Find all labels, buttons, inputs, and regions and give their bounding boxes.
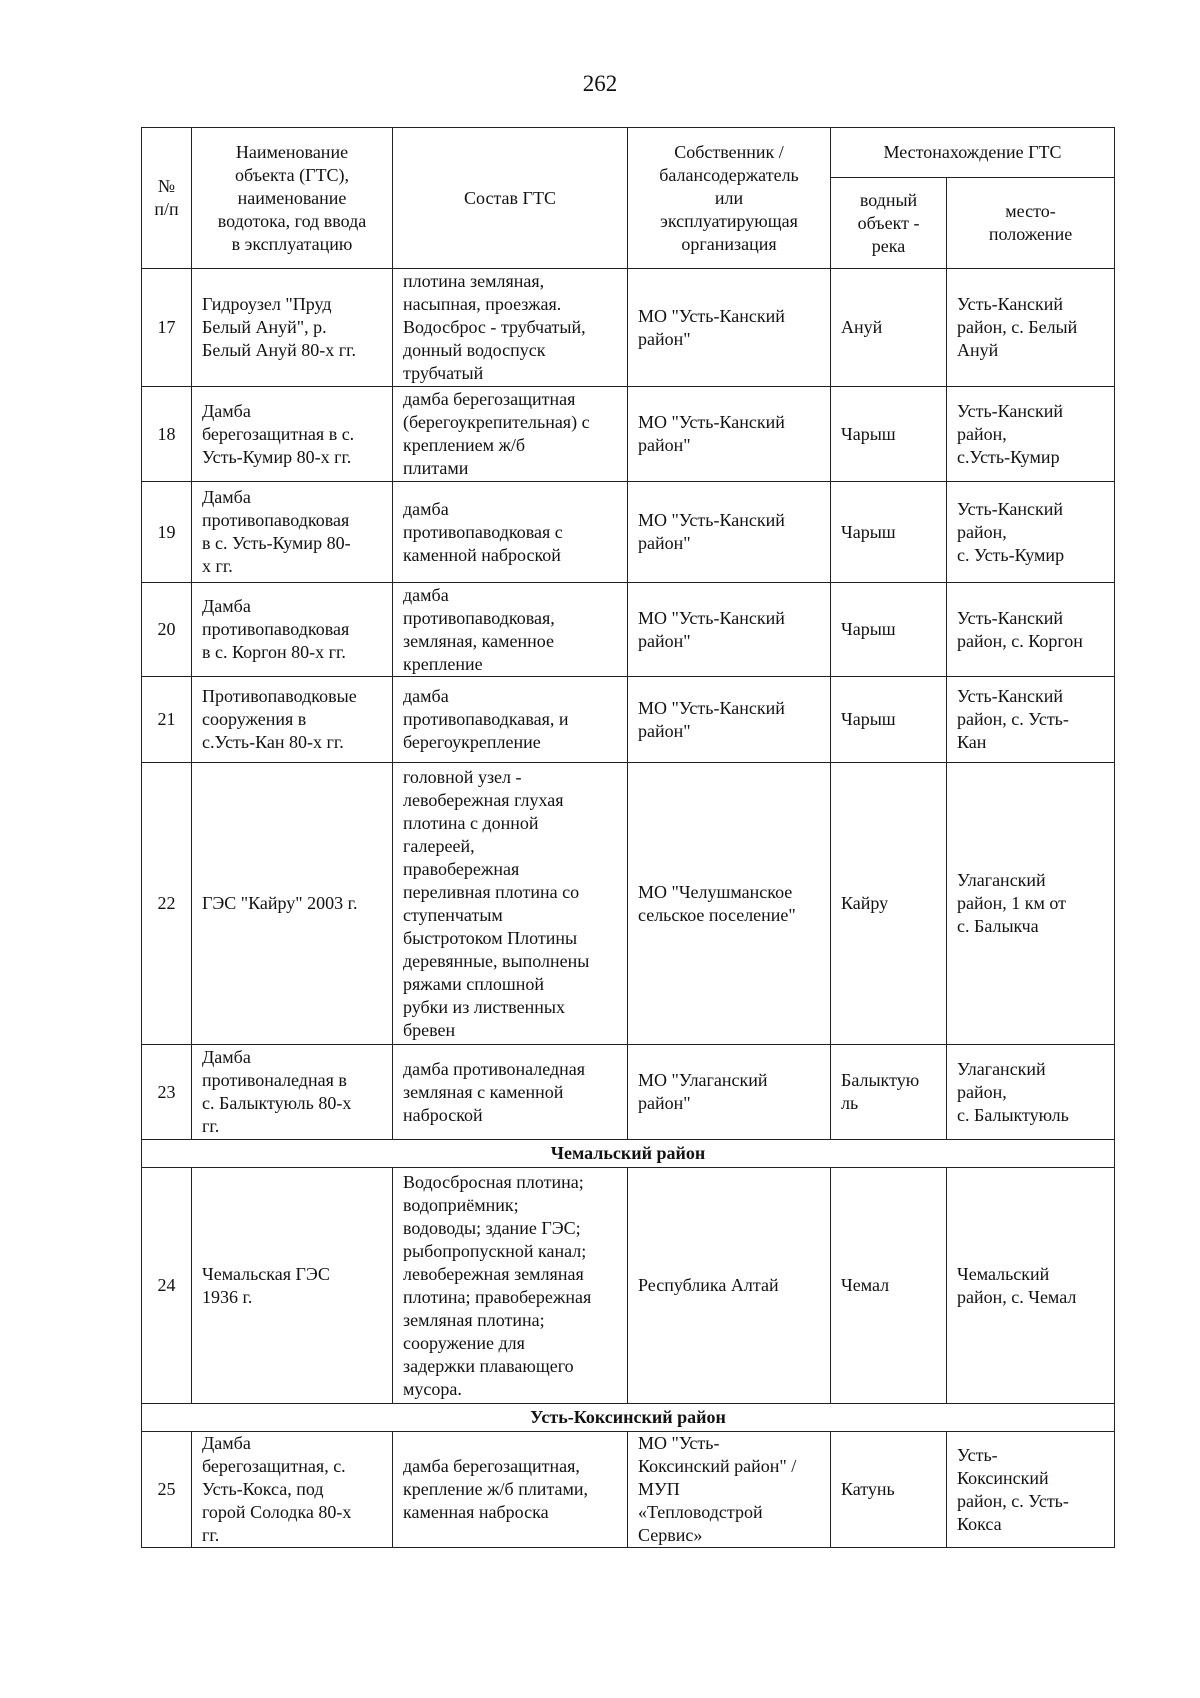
owner-cell: МО "Усть- Коксинский район" / МУП «Тепловодстрой Сервис» (628, 1432, 831, 1548)
table-row (142, 1168, 1115, 1404)
water-body-cell: Балыктую ль (831, 1045, 947, 1140)
section-row (142, 1140, 1115, 1168)
row-number: 23 (142, 1045, 192, 1140)
water-body-cell: Чарыш (831, 387, 947, 482)
composition-cell: Водосбросная плотина; водоприёмник; водоводы; здание ГЭС; рыбопропускной канал; левобережная земляная плотина; правобережная земляная плотина; сооружение для задержки плавающего мусора. (393, 1168, 628, 1404)
object-name-cell: ГЭС "Кайру" 2003 г. (192, 763, 393, 1045)
water-body-cell: Ануй (831, 269, 947, 387)
composition-cell: головной узел - левобережная глухая плотина с донной галереей, правобережная переливная плотина со ступенчатым быстротоком Плотины деревянные, выполнены ряжами сплошной рубки из лиственных бревен (393, 763, 628, 1045)
row-number: 18 (142, 387, 192, 482)
header-object-name: Наименование объекта (ГТС), наименование водотока, год ввода в эксплуатацию (192, 128, 393, 269)
owner-cell: МО "Усть-Канский район" (628, 583, 831, 677)
header-water-body: водный объект - река (831, 178, 947, 269)
header-composition: Состав ГТС (393, 128, 628, 269)
water-body-cell: Кайру (831, 763, 947, 1045)
header-owner: Собственник / балансодержатель или эксплуатирующая организация (628, 128, 831, 269)
water-body-cell: Чемал (831, 1168, 947, 1404)
owner-cell: МО "Усть-Канский район" (628, 269, 831, 387)
table-row (142, 269, 1115, 387)
table-row (142, 482, 1115, 583)
page-number: 262 (582, 71, 618, 96)
object-name-cell: Дамба берегозащитная в с. Усть-Кумир 80-х гг. (192, 387, 393, 482)
composition-cell: дамба противопаводковая с каменной наброской (393, 482, 628, 583)
header-location-group: Местонахождение ГТС (831, 128, 1115, 178)
place-cell: Усть-Канский район, с. Усть- Кан (947, 677, 1115, 763)
composition-cell: дамба берегозащитная (берегоукрепительная) с креплением ж/б плитами (393, 387, 628, 482)
row-number: 20 (142, 583, 192, 677)
place-cell: Усть- Коксинский район, с. Усть- Кокса (947, 1432, 1115, 1548)
place-cell: Усть-Канский район, с.Усть-Кумир (947, 387, 1115, 482)
place-cell: Усть-Канский район, с. Белый Ануй (947, 269, 1115, 387)
gts-table (141, 127, 1115, 1548)
header-number: № п/п (142, 128, 192, 269)
section-ust-koksa-district: Усть-Коксинский район (142, 1404, 1115, 1432)
object-name-cell: Противопаводковые сооружения в с.Усть-Кан 80-х гг. (192, 677, 393, 763)
object-name-cell: Дамба берегозащитная, с. Усть-Кокса, под горой Солодка 80-х гг. (192, 1432, 393, 1548)
water-body-cell: Чарыш (831, 677, 947, 763)
owner-cell: МО "Челушманское сельское поселение" (628, 763, 831, 1045)
place-cell: Усть-Канский район, с. Усть-Кумир (947, 482, 1115, 583)
composition-cell: дамба противоналедная земляная с каменной наброской (393, 1045, 628, 1140)
water-body-cell: Чарыш (831, 482, 947, 583)
owner-cell: МО "Улаганский район" (628, 1045, 831, 1140)
owner-cell: МО "Усть-Канский район" (628, 387, 831, 482)
composition-cell: дамба противопаводкавая, и берегоукрепление (393, 677, 628, 763)
table-row (142, 1045, 1115, 1140)
table-row (142, 387, 1115, 482)
composition-cell: плотина земляная, насыпная, проезжая. Водосброс - трубчатый, донный водоспуск трубчатый (393, 269, 628, 387)
row-number: 22 (142, 763, 192, 1045)
object-name-cell: Дамба противоналедная в с. Балыктуюль 80-х гг. (192, 1045, 393, 1140)
table-row (142, 1432, 1115, 1548)
table-row (142, 677, 1115, 763)
row-number: 24 (142, 1168, 192, 1404)
composition-cell: дамба берегозащитная, крепление ж/б плитами, каменная наброска (393, 1432, 628, 1548)
place-cell: Чемальский район, с. Чемал (947, 1168, 1115, 1404)
row-number: 25 (142, 1432, 192, 1548)
place-cell: Усть-Канский район, с. Коргон (947, 583, 1115, 677)
object-name-cell: Дамба противопаводковая в с. Усть-Кумир 80- х гг. (192, 482, 393, 583)
table-row (142, 763, 1115, 1045)
row-number: 17 (142, 269, 192, 387)
object-name-cell: Дамба противопаводковая в с. Коргон 80-х гг. (192, 583, 393, 677)
place-cell: Улаганский район, 1 км от с. Балыкча (947, 763, 1115, 1045)
section-chemal-district: Чемальский район (142, 1140, 1115, 1168)
row-number: 19 (142, 482, 192, 583)
water-body-cell: Чарыш (831, 583, 947, 677)
object-name-cell: Гидроузел "Пруд Белый Ануй", р. Белый Ануй 80-х гг. (192, 269, 393, 387)
owner-cell: МО "Усть-Канский район" (628, 482, 831, 583)
owner-cell: Республика Алтай (628, 1168, 831, 1404)
row-number: 21 (142, 677, 192, 763)
header-place: место- положение (947, 178, 1115, 269)
owner-cell: МО "Усть-Канский район" (628, 677, 831, 763)
object-name-cell: Чемальская ГЭС 1936 г. (192, 1168, 393, 1404)
composition-cell: дамба противопаводковая, земляная, каменное крепление (393, 583, 628, 677)
water-body-cell: Катунь (831, 1432, 947, 1548)
table-row (142, 583, 1115, 677)
section-row (142, 1404, 1115, 1432)
place-cell: Улаганский район, с. Балыктуюль (947, 1045, 1115, 1140)
